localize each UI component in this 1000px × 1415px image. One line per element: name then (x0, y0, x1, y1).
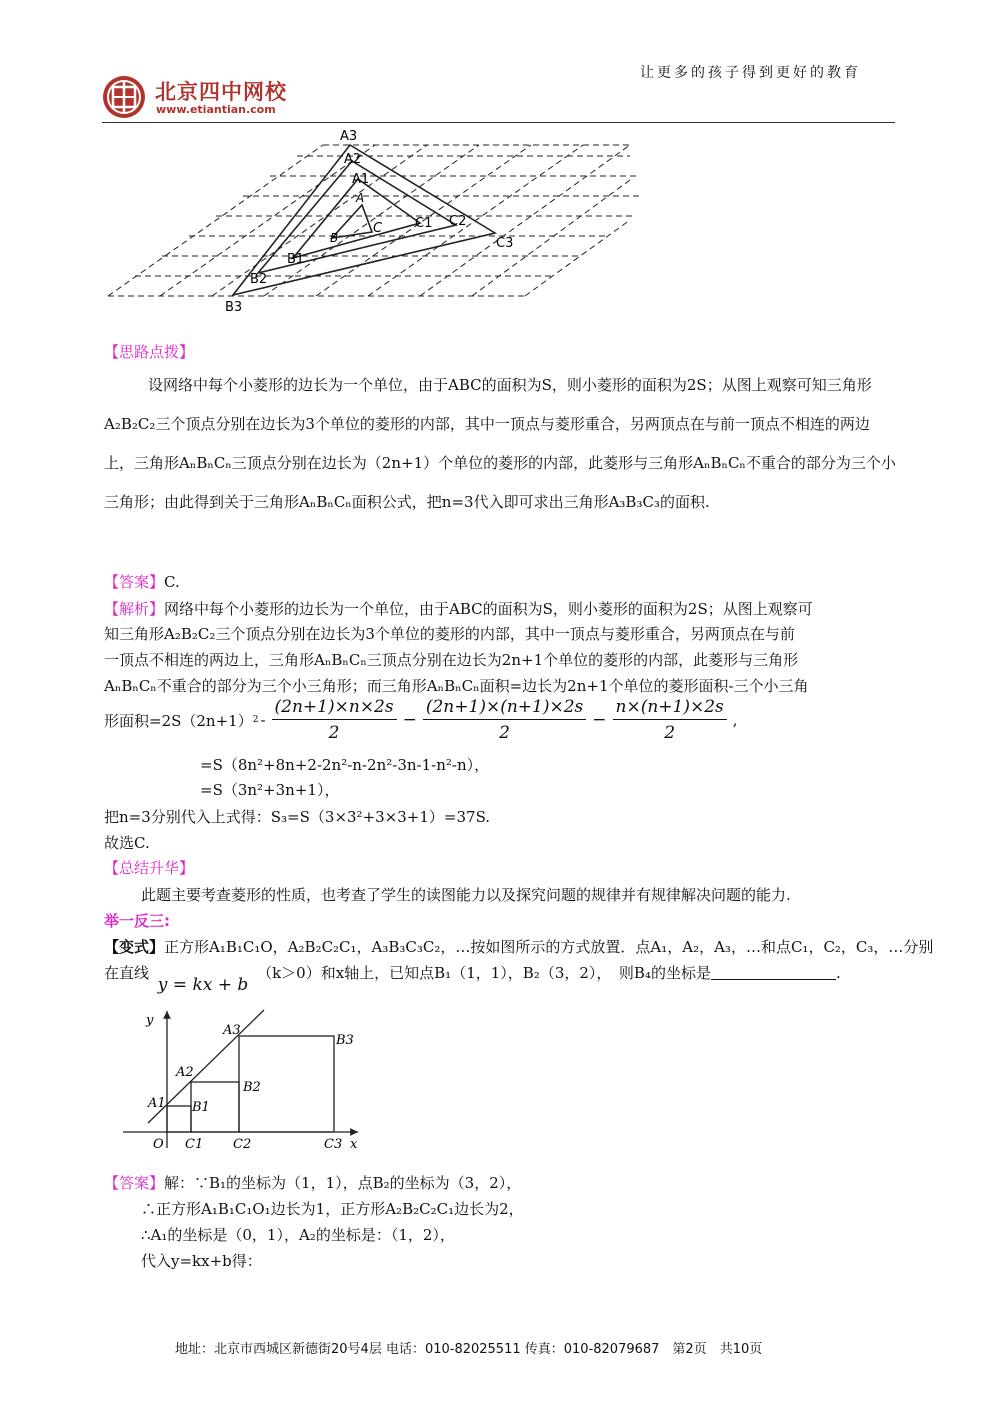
page-footer: 地址：北京市西城区新德街20号4层 电话：010-82025511 传真：010-82079687 第2页 共10页 (175, 1342, 763, 1357)
analysis-step3: =S（3n²+3n+1）， (200, 781, 340, 799)
label-A1: A1 (352, 172, 370, 187)
answer2-line2: ∴正方形A₁B₁C₁O₁边长为1，正方形A₂B₂C₂C₁边长为2， (141, 1200, 524, 1218)
fraction-3-numerator: n×(n+1)×2s (613, 697, 727, 720)
fraction-1-numerator: (2n+1)×n×2s (272, 697, 397, 720)
summary-text: 此题主要考查菱形的性质，也考查了学生的读图能力以及探究问题的规律并有规律解决问题的能力. (141, 886, 791, 904)
hint-paragraph: 设网络中每个小菱形的边长为一个单位，由于ABC的面积为S，则小菱形的面积为2S；从图上观察可知三角形A₂B₂C₂三个顶点分别在边长为3个单位的菱形的内部，其中一顶点与菱形重合，另两顶点在与前一顶点不相连的两边上，三角形AₙBₙCₙ三顶点分别在边长为（2n+1）个单位的菱形的内部，此菱形与三角形AₙBₙCₙ不重合的部分为三个小三角形；由此得到关于三角形AₙBₙCₙ面积公式，把n=3代入即可求出三角形A₃B₃C₃的面积. (104, 376, 896, 511)
answer2-tag: 【答案】 (104, 1174, 165, 1192)
fraction-1-denominator: 2 (328, 723, 340, 743)
label-O: O (153, 1137, 164, 1152)
label-sq-C2: C2 (233, 1137, 252, 1152)
answer2-line4: 代入y=kx+b得： (141, 1252, 262, 1270)
label-B2: B2 (250, 272, 268, 287)
line-equation: y = kx + b (157, 975, 249, 995)
label-B3: B3 (225, 300, 243, 315)
practice-text-1: 正方形A₁B₁C₁O，A₂B₂C₂C₁，A₃B₃C₃C₂，…按如图所示的方式放置．点A₁，A₂，A₃，…和点C₁，C₂，C₃，…分别 (164, 938, 934, 956)
label-C3: C3 (496, 236, 514, 251)
analysis-substitute: 把n=3分别代入上式得：S₃=S（3×3²+3×3+1）=37S. (104, 808, 491, 826)
rhombus-grid-figure (100, 125, 640, 320)
analysis-line2: 知三角形A₂B₂C₂三个顶点分别在边长为3个单位的菱形的内部，其中一顶点与菱形重合，另两顶点在与前 (104, 625, 795, 643)
logo-emblem-icon (100, 72, 150, 122)
variant-tag: 【变式】 (104, 938, 165, 956)
hint-tag: 【思路点拨】 (104, 343, 195, 361)
label-C2: C2 (449, 214, 467, 229)
answer1-text: C. (164, 573, 180, 591)
answer2-text-1: 解：∵B₁的坐标为（1，1），点B₂的坐标为（3，2）， (164, 1174, 522, 1192)
practice-line1 (104, 936, 933, 957)
practice-text-2b: （k＞0）和x轴上，已知点B₁（1，1），B₂（3，2）， 则B₄的坐标是 (257, 964, 711, 982)
answer1-line (104, 571, 180, 592)
analysis-tag: 【解析】 (104, 600, 165, 618)
label-x: x (350, 1137, 358, 1152)
logo-url: www.etiantian.com (156, 103, 276, 116)
label-A2: A2 (344, 152, 362, 167)
label-C: C (373, 221, 383, 236)
analysis-line4: AₙBₙCₙ不重合的部分为三个小三角形；而三角形AₙBₙCₙ面积=边长为2n+1个单位的菱形面积-三个小三角 (104, 677, 809, 695)
label-C1: C1 (415, 216, 433, 231)
answer2-line3: ∴A₁的坐标是（0，1），A₂的坐标是：（1，2）， (141, 1226, 455, 1244)
label-sq-C3: C3 (324, 1137, 343, 1152)
answer-blank (711, 965, 836, 980)
practice-line2 (104, 962, 841, 995)
label-sq-B1: B1 (192, 1100, 210, 1115)
analysis-line3: 一顶点不相连的两边上，三角形AₙBₙCₙ三顶点分别在边长为2n+1个单位的菱形的内部，此菱形与三角形 (104, 651, 799, 669)
practice-title: 举一反三: (104, 912, 170, 930)
label-sq-A3: A3 (223, 1023, 241, 1038)
label-sq-A2: A2 (176, 1065, 194, 1080)
answer1-tag: 【答案】 (104, 573, 165, 591)
label-y: y (146, 1013, 154, 1028)
practice-text-2a: 在直线 (104, 964, 150, 982)
analysis-step2: =S（8n²+8n+2-2n²-n-2n²-3n-1-n²-n）， (200, 756, 490, 774)
fraction-2 (423, 697, 586, 743)
fraction-1 (272, 697, 397, 743)
summary-tag: 【总结升华】 (104, 859, 195, 877)
label-B: B (330, 231, 339, 245)
logo-name: 北京四中网校 (155, 80, 287, 104)
label-A3: A3 (340, 129, 358, 144)
answer2-line1 (104, 1172, 521, 1193)
label-sq-C1: C1 (185, 1137, 204, 1152)
analysis-text-1: 网络中每个小菱形的边长为一个单位，由于ABC的面积为S，则小菱形的面积为2S；从图上观察可 (164, 600, 813, 618)
analysis-choose: 故选C. (104, 834, 150, 852)
analysis-line1 (104, 598, 813, 619)
fraction-2-numerator: (2n+1)×(n+1)×2s (423, 697, 586, 720)
fraction-2-denominator: 2 (499, 723, 510, 743)
practice-text-end: . (835, 964, 841, 982)
label-sq-B2: B2 (243, 1080, 261, 1095)
squares-figure (118, 1008, 368, 1153)
fraction-3 (613, 697, 727, 743)
label-B1: B1 (287, 252, 305, 267)
formula-prefix: 形面积=2S（2n+1） (104, 711, 253, 730)
label-sq-A1: A1 (148, 1096, 166, 1111)
analysis-formula: 形面积=2S（2n+1） 2 - $\frac{(2n+1)\times n\times 2s}{2}$ − $\frac{(2n+1)\times(n+1)\times 2s}{2}$ − $\frac{n\times(n+1)\times 2s}{2}$ , (104, 697, 738, 743)
header-divider (102, 122, 895, 123)
fraction-3-denominator: 2 (664, 723, 676, 743)
label-sq-B3: B3 (336, 1033, 354, 1048)
header-slogan: 让更多的孩子得到更好的教育 (640, 65, 861, 81)
label-A: A (356, 191, 365, 205)
